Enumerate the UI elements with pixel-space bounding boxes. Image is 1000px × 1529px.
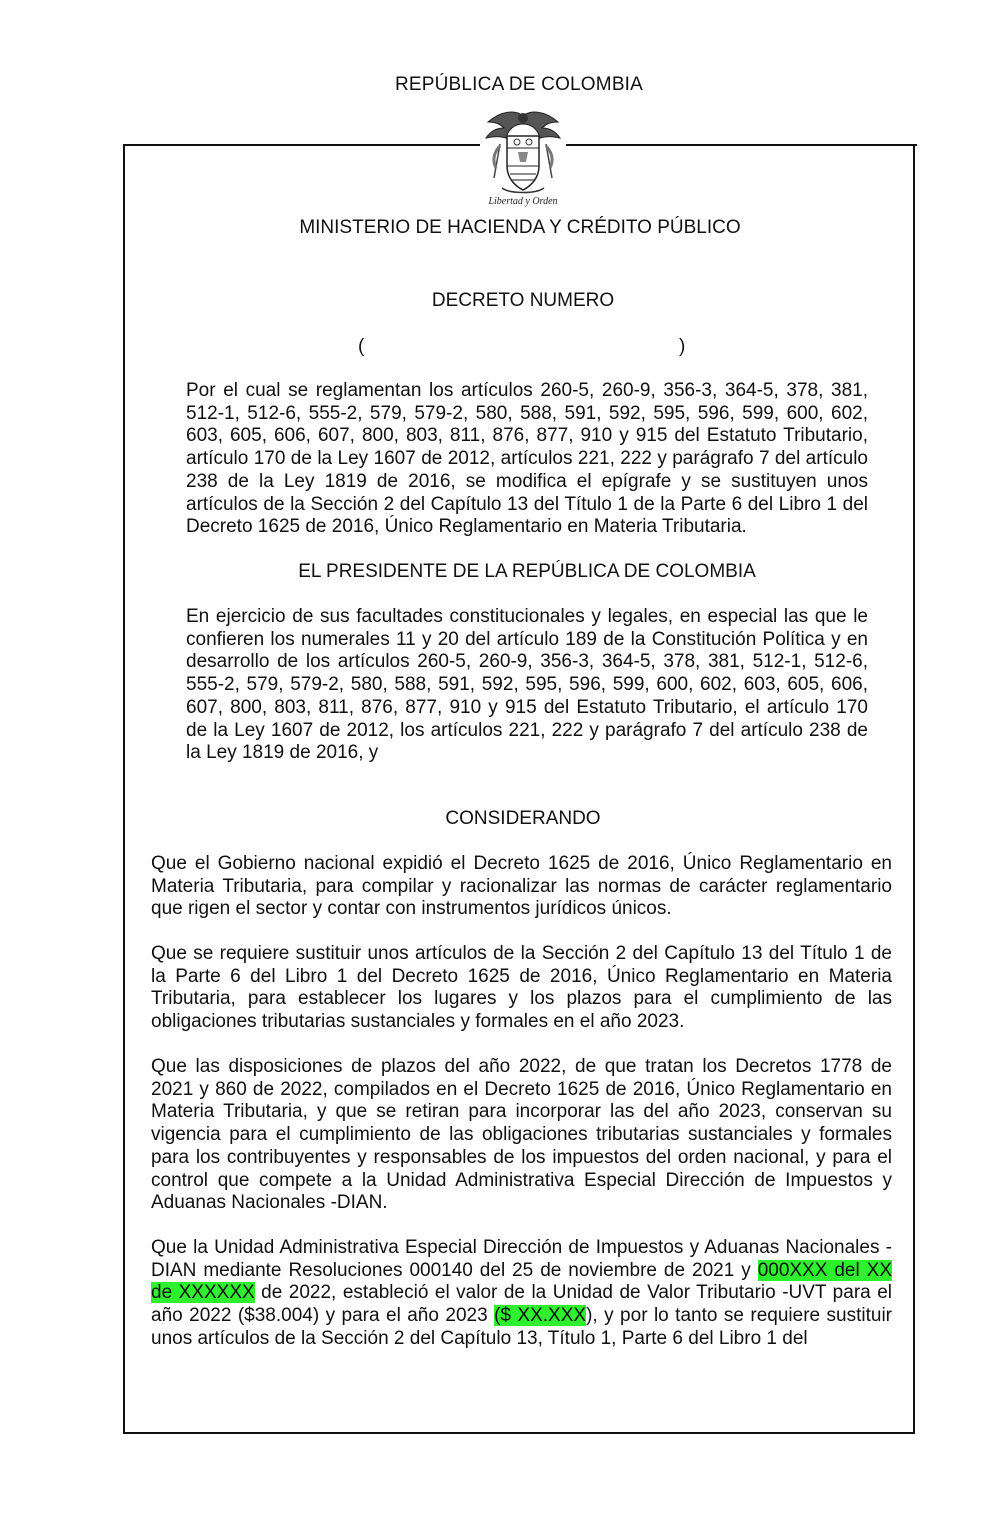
paragraph-4-text-3: ), y por lo tanto se requiere sustituir unos artículos de la Sección 2 del Capítulo 13, Título 1, Parte 6 del Libro 1 del [151,1305,892,1349]
coat-of-arms-icon [480,108,566,196]
considerando-paragraph-3: Que las disposiciones de plazos del año 2022, de que tratan los Decretos 1778 de 2021 y 860 de 2022, compilados en el Decreto 1625 de 2016, Único Reglamentario en Materia Tributaria, y que se retiran para incorporar las del año 2023, conservan su vigencia para el cumplimiento de las obligaciones tributarias sustanciales y formales para los contribuyentes y responsables de los impuestos del orden nacional, y para el control que compete a la Unidad Administrativa Especial Dirección de Impuestos y Aduanas Nacionales -DIAN. [151,1056,892,1214]
country-header: REPÚBLICA DE COLOMBIA [394,74,644,95]
decree-summary: Por el cual se reglamentan los artículos 260-5, 260-9, 356-3, 364-5, 378, 381, 512-1, 512-6, 555-2, 579, 579-2, 580, 588, 591, 592, 595, 596, 599, 600, 602, 603, 605, 606, 607, 800, 803, 811, 876, 877, 910 y 915 del Estatuto Tributario, artículo 170 de la Ley 1607 de 2012, artículos 221, 222 y parágrafo 7 del artículo 238 de la Ley 1819 de 2016, se modifica el epígrafe y se sustituyen unos artículos de la Sección 2 del Capítulo 13 del Título 1 de la Parte 6 del Libro 1 del Decreto 1625 de 2016, Único Reglamentario en Materia Tributaria. [186,380,868,538]
powers-paragraph: En ejercicio de sus facultades constitucionales y legales, en especial las que le confieren los numerales 11 y 20 del artículo 189 de la Constitución Política y en desarrollo de los artículos 260-5, 260-9, 356-3, 364-5, 378, 381, 512-1, 512-6, 555-2, 579, 579-2, 580, 588, 591, 592, 595, 596, 599, 600, 602, 603, 605, 606, 607, 800, 803, 811, 876, 877, 910 y 915 del Estatuto Tributario, el artículo 170 de la Ley 1607 de 2012, los artículos 221, 222 y parágrafo 7 del artículo 238 de la Ley 1819 de 2016, y [186,606,868,764]
considerando-paragraph-2: Que se requiere sustituir unos artículos de la Sección 2 del Capítulo 13 del Título 1 de la Parte 6 del Libro 1 del Decreto 1625 de 2016, Único Reglamentario en Materia Tributaria, para establecer los lugares y los plazos para el cumplimiento de las obligaciones tributarias sustanciales y formales en el año 2023. [151,943,892,1033]
decree-number-close-paren: ) [679,336,686,357]
paragraph-4-text-2: de 2022, estableció el valor de la Unidad de Valor Tributario -UVT para el año 2022 ($38.004) y para el año 2023 [151,1282,892,1327]
coat-of-arms [480,108,566,212]
frame-top-left-border [123,144,480,146]
highlight-resolution-number: 000XXX del XX de XXXXXX [151,1259,893,1304]
considerando-heading: CONSIDERANDO [445,808,601,829]
ministry-title: MINISTERIO DE HACIENDA Y CRÉDITO PÚBLICO [299,217,741,238]
decree-number-open-paren: ( [358,336,365,357]
considerando-paragraph-4 [151,1237,892,1351]
decree-title: DECRETO NUMERO [431,290,615,311]
highlight-uvt-value: ($ XX.XXX [494,1305,587,1327]
considerando-paragraph-1: Que el Gobierno nacional expidió el Decreto 1625 de 2016, Único Reglamentario en Materia Tributaria, para compilar y racionalizar las normas de carácter reglamentario que rigen el sector y contar con instrumentos jurídicos únicos. [151,853,892,920]
seal-motto: Libertad y Orden [488,196,558,207]
paragraph-4-text-1: Que la Unidad Administrativa Especial Dirección de Impuestos y Aduanas Nacionales -DIAN mediante Resoluciones 000140 del 25 de noviembre de 2021 y [151,1237,892,1281]
president-heading: EL PRESIDENTE DE LA REPÚBLICA DE COLOMBIA [298,561,756,582]
frame-top-right-border [566,144,917,146]
